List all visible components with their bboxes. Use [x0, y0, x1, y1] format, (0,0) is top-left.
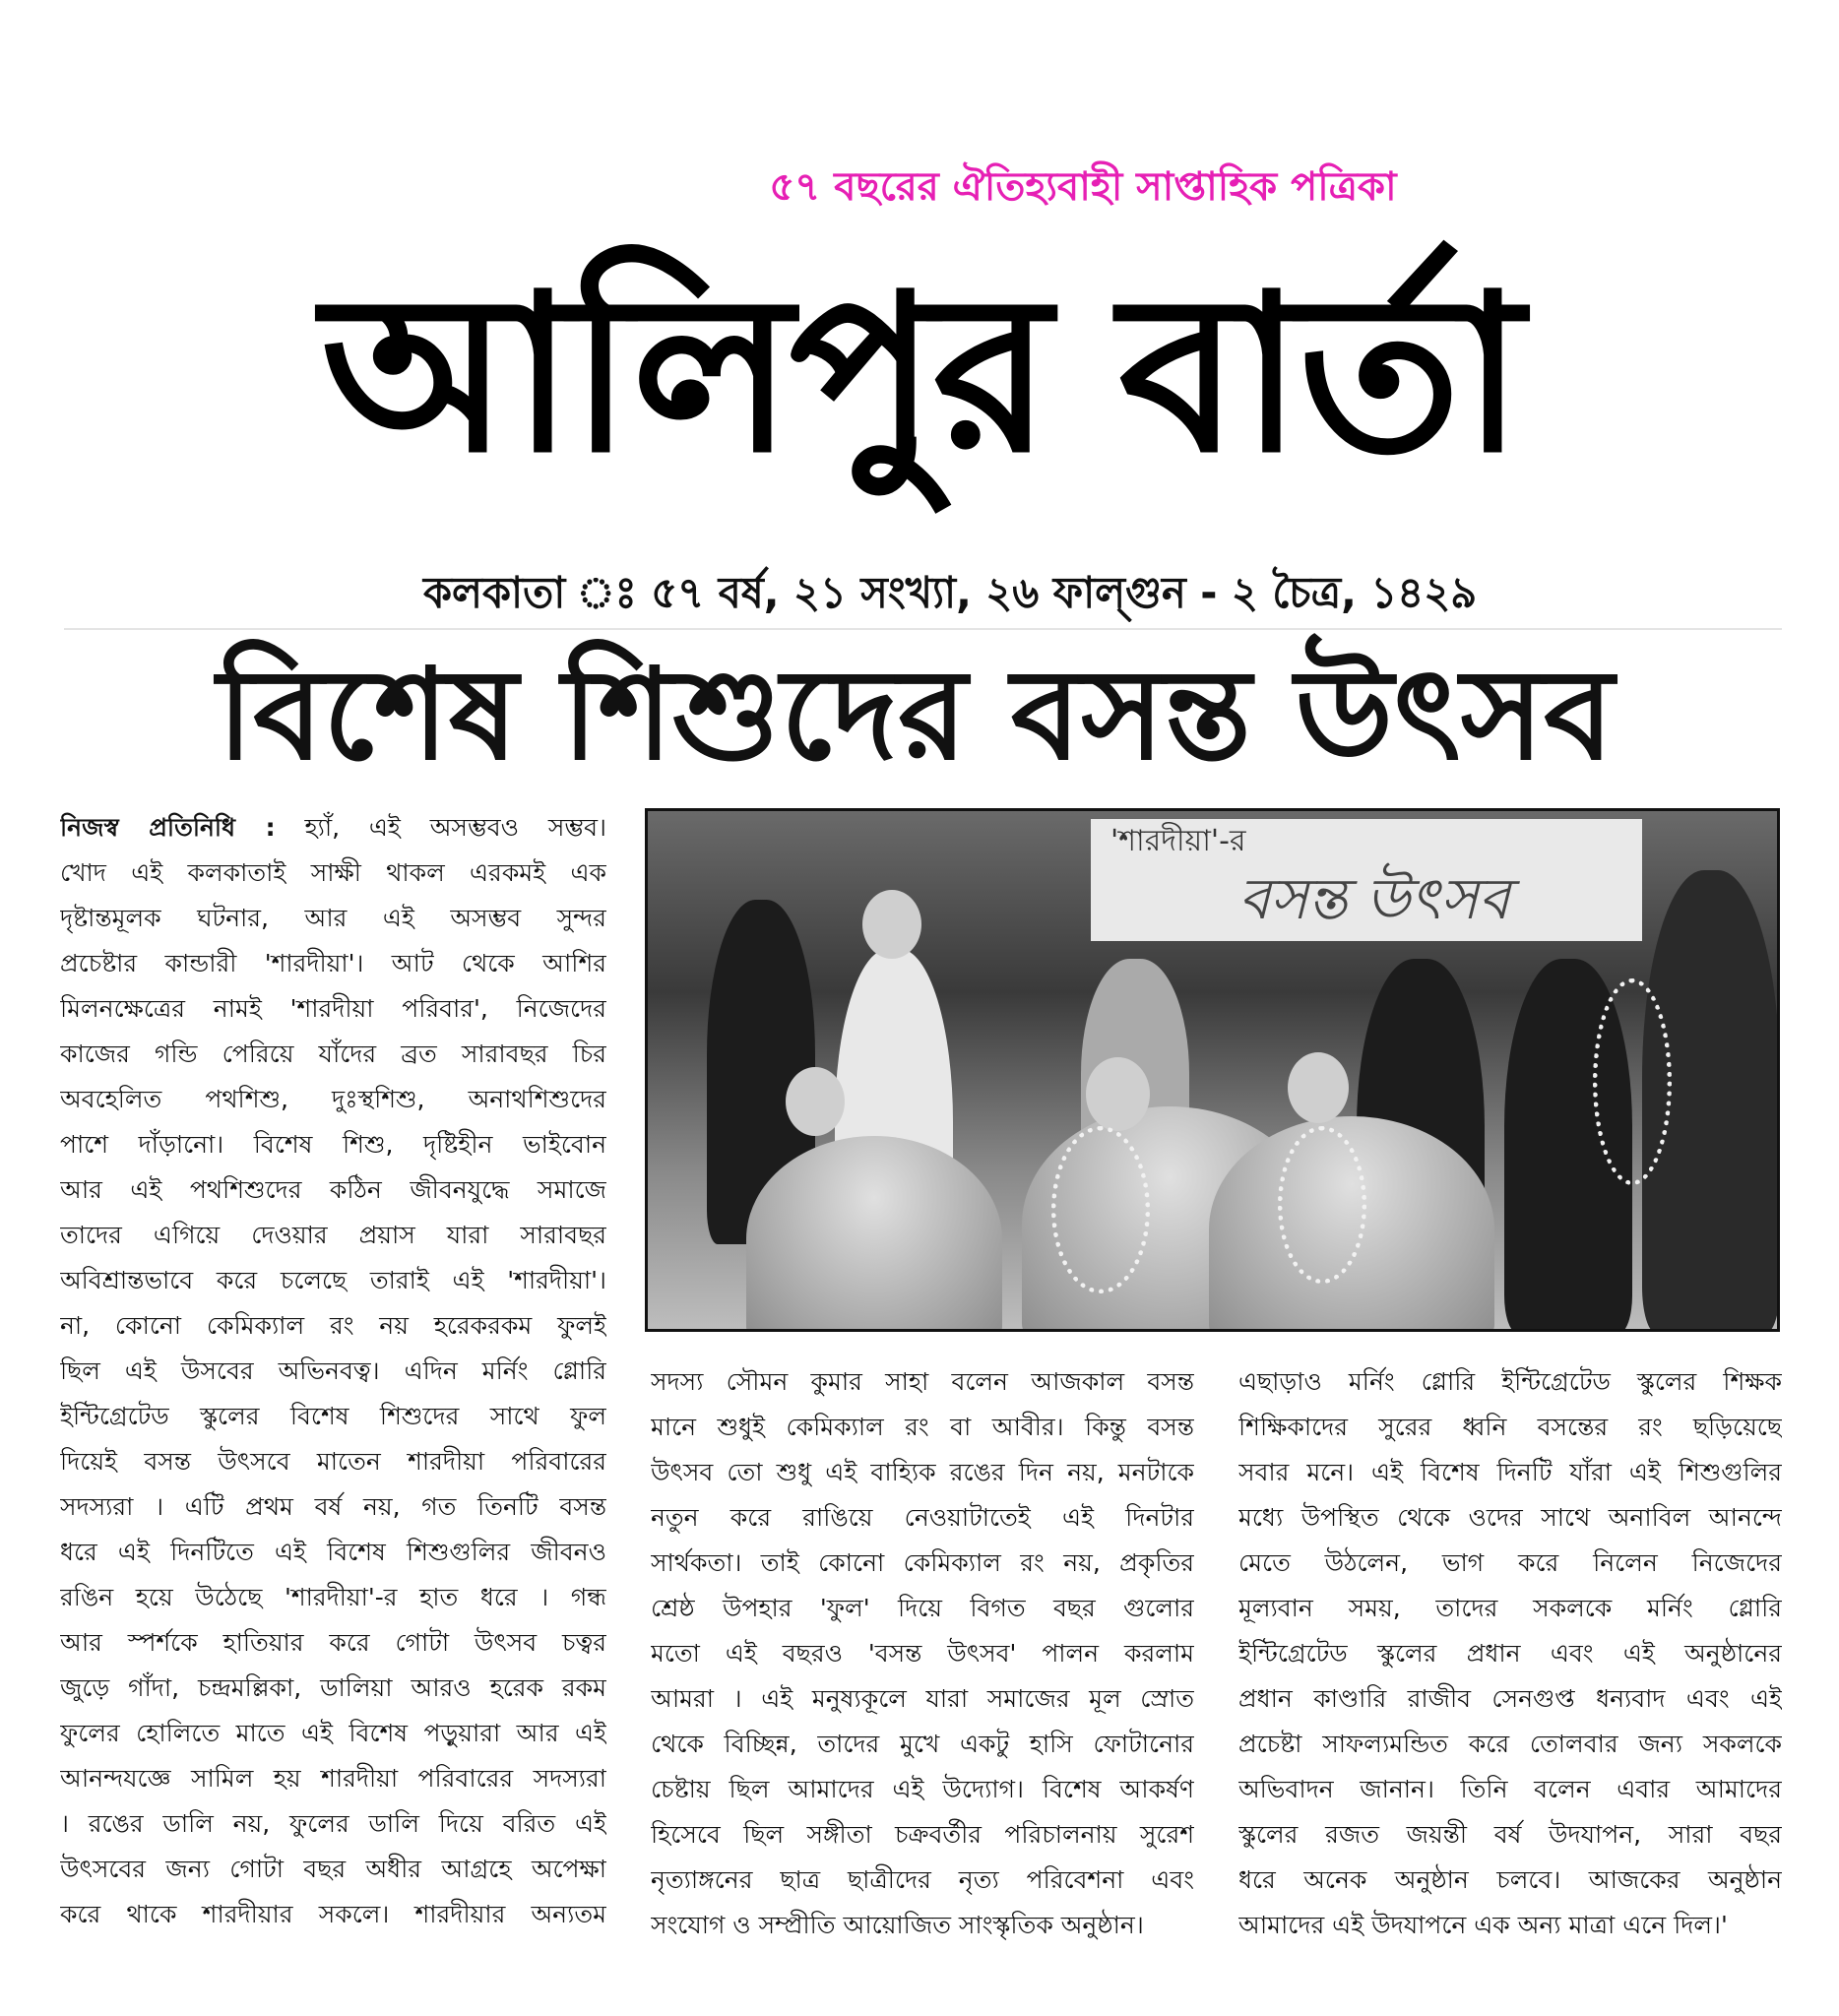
article-column-3	[1238, 1359, 1782, 1948]
text-line: এছাড়াও মর্নিং গ্লোরি ইন্টিগ্রেটেড স্কুলের শিক্ষক	[1238, 1367, 1782, 1396]
text-line: স্কুলের রজত জয়ন্তী বর্ষ উদযাপন, সারা বছর	[1238, 1820, 1782, 1849]
photo-face	[1086, 1057, 1150, 1131]
dancer-skirt	[746, 1136, 1002, 1332]
text-line: অভিবাদন জানান। তিনি বলেন এবার আমাদের	[1238, 1775, 1782, 1803]
text-line: মধ্যে উপস্থিত থেকে ওদের সাথে অনাবিল আনন্দে	[1238, 1503, 1782, 1532]
text-line: উৎসব তো শুধু এই বাহ্যিক রঙের দিন নয়, মনটাকে	[651, 1458, 1194, 1486]
text-line: নতুন করে রাঙিয়ে নেওয়াটাতেই এই দিনটার	[651, 1503, 1194, 1532]
text-line: জুড়ে গাঁদা, চন্দ্রমল্লিকা, ডালিয়া আরও হরেক রকম	[60, 1673, 606, 1702]
text-line: প্রচেষ্টা সাফল্যমন্ডিত করে তোলবার জন্য সকলকে	[1238, 1730, 1782, 1758]
text-line: দৃষ্টান্তমূলক ঘটনার, আর এই অসম্ভব সুন্দর	[60, 904, 606, 932]
text-line: না, কোনো কেমিক্যাল রং নয় হরেকরকম ফুলই	[60, 1311, 606, 1340]
text-line: অবিশ্রান্তভাবে করে চলেছে তারাই এই 'শারদীয়া'।	[60, 1266, 606, 1294]
article-byline: নিজস্ব প্রতিনিধি :	[60, 813, 276, 842]
text-line: ফুলের হোলিতে মাতে এই বিশেষ পড়ুয়ারা আর এই	[60, 1719, 606, 1747]
text-line: আর স্পর্শকে হাতিয়ার করে গোটা উৎসব চত্বর	[60, 1628, 606, 1657]
article-column-1	[60, 805, 606, 1937]
text-line: হিসেবে ছিল সঙ্গীতা চক্রবর্তীর পরিচালনায় সুরেশ	[651, 1820, 1194, 1849]
text-line: ধরে অনেক অনুষ্ঠান চলবে। আজকের অনুষ্ঠান	[1238, 1865, 1782, 1894]
text-line: পাশে দাঁড়ানো। বিশেষ শিশু, দৃষ্টিহীন ভাইবোন	[60, 1130, 606, 1159]
text-line: শিক্ষিকাদের সুরের ধ্বনি বসন্তের রং ছড়িয়েছে	[1238, 1413, 1782, 1441]
text-line: ইন্টিগ্রেটেড স্কুলের প্রধান এবং এই অনুষ্ঠানের	[1238, 1639, 1782, 1668]
text-line: সদস্যরা । এটি প্রথম বর্ষ নয়, গত তিনটি বসন্ত	[60, 1492, 606, 1521]
text-line: । রঙের ডালি নয়, ফুলের ডালি দিয়ে বরিত এই	[60, 1809, 606, 1838]
text-line: কাজের গন্ডি পেরিয়ে যাঁদের ব্রত সারাবছর চির	[60, 1040, 606, 1068]
photo-face	[862, 890, 921, 959]
newspaper-title: আলিপুর বার্তা	[321, 248, 1520, 500]
text-line: মতো এই বছরও 'বসন্ত উৎসব' পালন করলাম	[651, 1639, 1194, 1668]
text-line: প্রচেষ্টার কান্ডারী 'শারদীয়া'। আট থেকে আশির	[60, 949, 606, 977]
text-line: ইন্টিগ্রেটেড স্কুলের বিশেষ শিশুদের সাথে ফুল	[60, 1402, 606, 1430]
text-line: মানে শুধুই কেমিক্যাল রং বা আবীর। কিন্তু বসন্ত	[651, 1413, 1194, 1441]
text-line: দিয়েই বসন্ত উৎসবে মাতেন শারদীয়া পরিবারের	[60, 1447, 606, 1476]
text-line: প্রধান কাণ্ডারি রাজীব সেনগুপ্ত ধন্যবাদ এবং এই	[1238, 1684, 1782, 1713]
banner-small-text: 'শারদীয়া'-র	[1110, 824, 1246, 858]
text-line: ছিল এই উসবের অভিনবত্ব। এদিন মর্নিং গ্লোরি	[60, 1356, 606, 1385]
text-line: মিলনক্ষেত্রের নামই 'শারদীয়া পরিবার', নিজেদের	[60, 994, 606, 1023]
text-line: তাদের এগিয়ে দেওয়ার প্রয়াস যারা সারাবছর	[60, 1221, 606, 1249]
text-line: থেকে বিচ্ছিন্ন, তাদের মুখে একটু হাসি ফোটানোর	[651, 1730, 1194, 1758]
text-line: আমরা । এই মনুষ্যকূলে যারা সমাজের মূল স্রোত	[651, 1684, 1194, 1713]
text-line: মেতে উঠলেন, ভাগ করে নিলেন নিজেদের	[1238, 1548, 1782, 1577]
text-line: অবহেলিত পথশিশু, দুঃস্থশিশু, অনাথশিশুদের	[60, 1085, 606, 1113]
text-line: রঙিন হয়ে উঠেছে 'শারদীয়া'-র হাত ধরে । গন্ধ	[60, 1583, 606, 1611]
flower-garland	[1278, 1126, 1366, 1284]
photo-face	[786, 1067, 845, 1136]
photo-face	[1288, 1052, 1349, 1123]
text-line-content: হ্যাঁ, এই অসম্ভবও সম্ভব।	[304, 813, 606, 842]
article-headline: বিশেষ শিশুদের বসন্ত উৎসব	[217, 642, 1615, 788]
text-line: মূল্যবান সময়, তাদের সকলকে মর্নিং গ্লোরি	[1238, 1594, 1782, 1622]
flower-garland	[1593, 978, 1672, 1185]
text-line: শ্রেষ্ঠ উপহার 'ফুল' দিয়ে বিগত বছর গুলোর	[651, 1594, 1194, 1622]
flower-garland	[1051, 1126, 1150, 1293]
divider-rule	[64, 628, 1782, 630]
text-line: আর এই পথশিশুদের কঠিন জীবনযুদ্ধে সমাজে	[60, 1175, 606, 1204]
text-line: সবার মনে। এই বিশেষ দিনটি যাঁরা এই শিশুগুলির	[1238, 1458, 1782, 1486]
banner-big-text: বসন্ত উৎসব	[1238, 865, 1510, 932]
article-photo	[645, 808, 1780, 1332]
text-line: সদস্য সৌমন কুমার সাহা বলেন আজকাল বসন্ত	[651, 1367, 1194, 1396]
text-line: সার্থকতা। তাই কোনো কেমিক্যাল রং নয়, প্রকৃতির	[651, 1548, 1194, 1577]
photo-banner	[1091, 819, 1642, 941]
issue-dateline: কলকাতা ঃ ৫৭ বর্ষ, ২১ সংখ্যা, ২৬ ফাল্গুন - ২ চৈত্র, ১৪২৯	[422, 568, 1478, 618]
text-line: উৎসবের জন্য গোটা বছর অধীর আগ্রহে অপেক্ষা	[60, 1855, 606, 1883]
article-column-2	[651, 1359, 1194, 1948]
text-line: আনন্দযজ্ঞে সামিল হয় শারদীয়া পরিবারের সদস্যরা	[60, 1764, 606, 1793]
text-line: সংযোগ ও সম্প্রীতি আয়োজিত সাংস্কৃতিক অনুষ্ঠান।	[651, 1911, 1144, 1939]
text-line: খোদ এই কলকাতাই সাক্ষী থাকল এরকমই এক	[60, 858, 606, 887]
text-line: করে থাকে শারদীয়ার সকলে। শারদীয়ার অন্যতম	[60, 1900, 606, 1928]
masthead-tagline: ৫৭ বছরের ঐতিহ্যবাহী সাপ্তাহিক পত্রিকা	[769, 164, 1397, 210]
text-line: নৃত্যাঙ্গনের ছাত্র ছাত্রীদের নৃত্য পরিবেশনা এবং	[651, 1865, 1194, 1894]
text-line: আমাদের এই উদযাপনে এক অন্য মাত্রা এনে দিল।'	[1238, 1911, 1728, 1939]
text-line	[60, 805, 606, 850]
text-line: ধরে এই দিনটিতে এই বিশেষ শিশুগুলির জীবনও	[60, 1538, 606, 1566]
text-line: চেষ্টায় ছিল আমাদের এই উদ্যোগ। বিশেষ আকর্ষণ	[651, 1775, 1194, 1803]
